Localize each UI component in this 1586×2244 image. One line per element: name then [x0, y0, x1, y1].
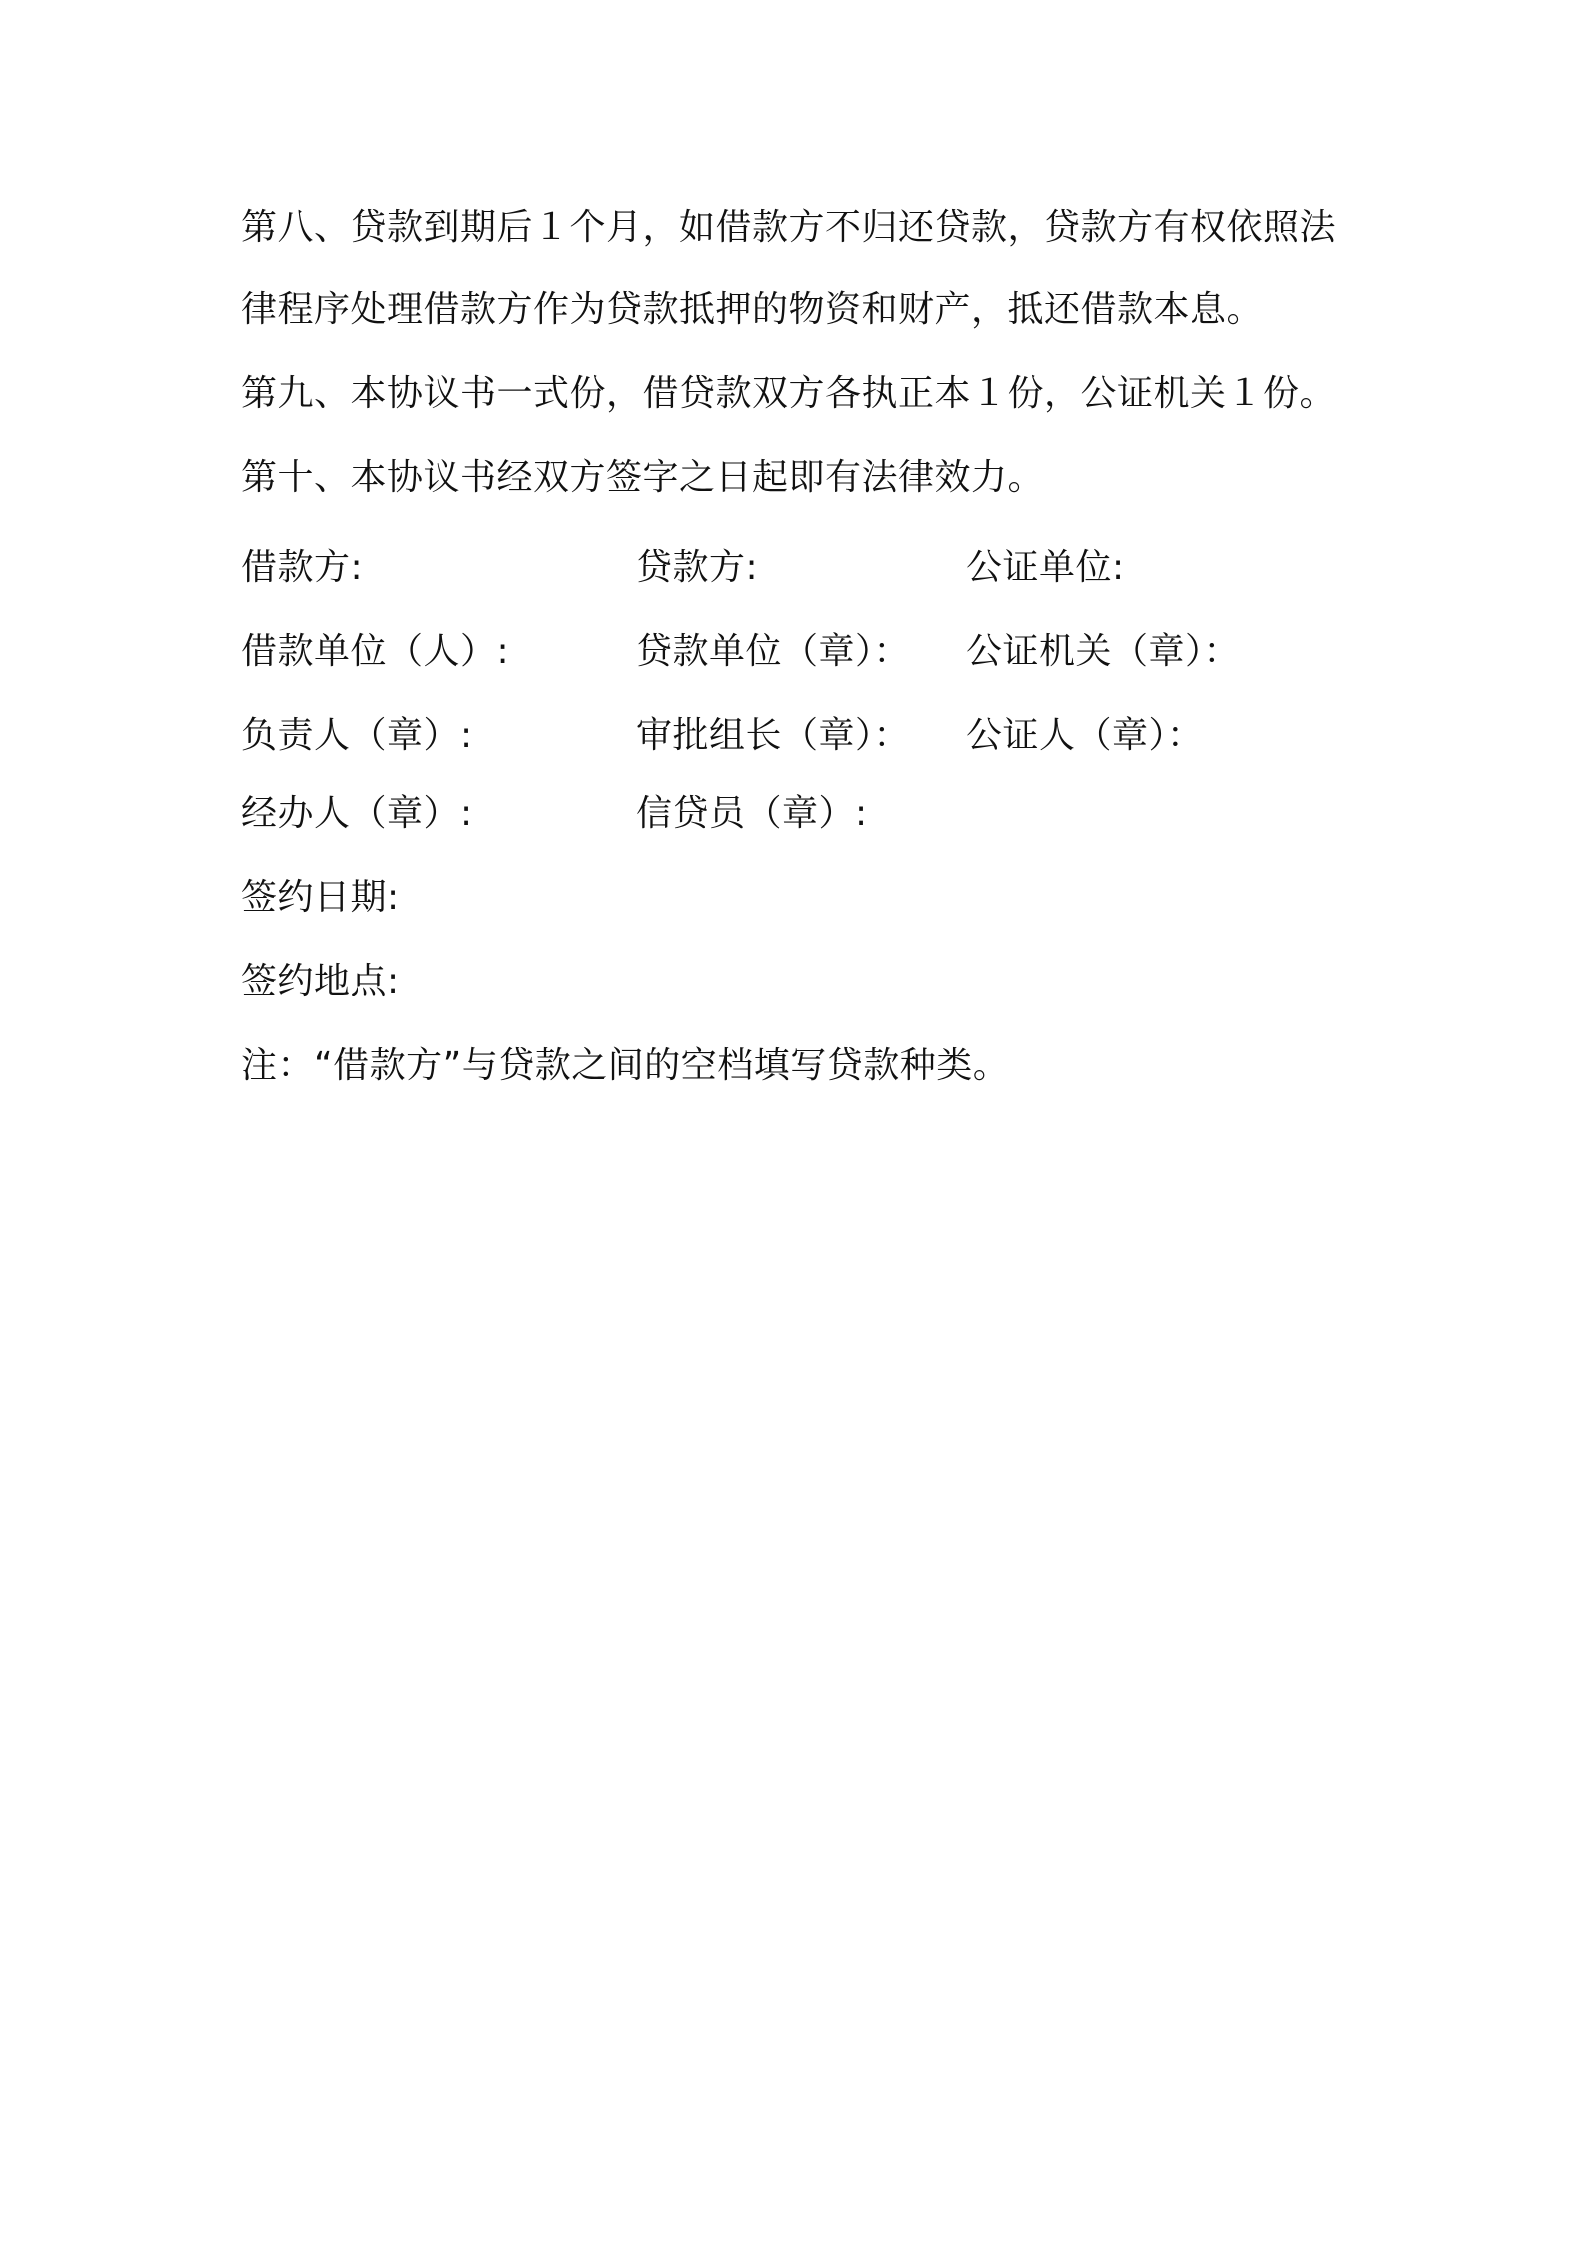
article-9: 第九、本协议书一式份，借贷款双方各执正本１份，公证机关１份。 [241, 373, 1337, 414]
approval-leader-label: 审批组长（章）： [636, 715, 911, 756]
notary-office-label: 公证机关（章）： [966, 631, 1241, 672]
notary-unit-label: 公证单位: [966, 547, 1125, 588]
lender-unit-label: 贷款单位（章）： [636, 631, 911, 672]
article-10: 第十、本协议书经双方签字之日起即有法律效力。 [241, 457, 1045, 498]
borrower-label: 借款方: [241, 547, 364, 588]
handler-label: 经办人（章）: [241, 793, 473, 834]
notary-person-label: 公证人（章）： [966, 715, 1204, 756]
credit-officer-label: 信贷员（章）: [636, 793, 868, 834]
article-8-line-2: 律程序处理借款方作为贷款抵押的物资和财产，抵还借款本息。 [241, 289, 1264, 330]
sign-place-label: 签约地点: [241, 961, 400, 1002]
note: 注：“借款方”与贷款之间的空档填写贷款种类。 [241, 1045, 1010, 1086]
borrower-unit-label: 借款单位（人）: [241, 631, 510, 672]
responsible-person-label: 负责人（章）: [241, 715, 473, 756]
sign-date-label: 签约日期: [241, 877, 400, 918]
lender-label: 贷款方: [636, 547, 759, 588]
article-8-line-1: 第八、贷款到期后１个月，如借款方不归还贷款，贷款方有权依照法 [241, 207, 1337, 248]
